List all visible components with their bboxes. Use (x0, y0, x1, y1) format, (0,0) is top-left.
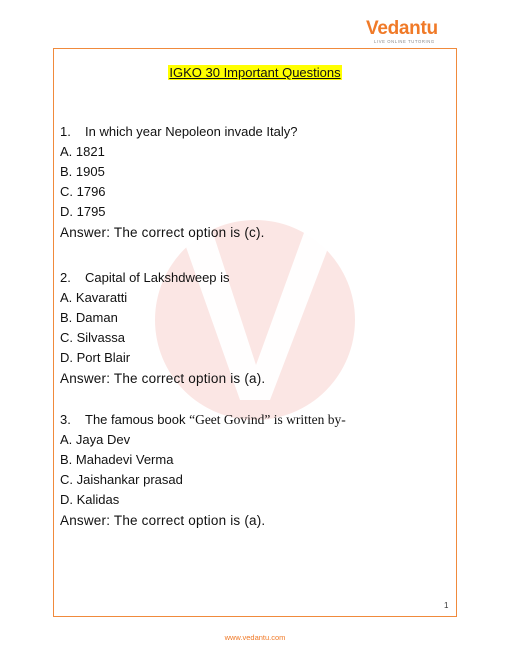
question-text: Capital of Lakshdweep is (85, 270, 230, 285)
question-1 (60, 122, 297, 142)
option-a: A. Jaya Dev (60, 432, 131, 447)
document-title-text: IGKO 30 Important Questions (169, 65, 341, 80)
option-d: D. Kalidas (60, 492, 120, 507)
option-b: B. 1905 (60, 164, 105, 179)
answer-2: Answer: The correct option is (a). (60, 371, 266, 386)
watermark-logo-icon (150, 170, 360, 440)
question-number: 3. (60, 412, 71, 427)
question-2 (60, 268, 230, 288)
logo-wordmark: Vedantu (366, 18, 438, 39)
option-b: B. Daman (60, 310, 118, 325)
logo-tagline: LIVE ONLINE TUTORING (374, 39, 435, 44)
option-c: C. Silvassa (60, 330, 126, 345)
question-number: 2. (60, 270, 71, 285)
question-text: In which year Nepoleon invade Italy? (85, 124, 298, 139)
book-title-text: “Geet Govind” is written by- (189, 412, 346, 427)
page-number: 1 (444, 601, 449, 610)
option-a: A. Kavaratti (60, 290, 128, 305)
vedantu-logo (366, 18, 460, 46)
option-b: B. Mahadevi Verma (60, 452, 174, 467)
option-a: A. 1821 (60, 144, 105, 159)
option-c: C. 1796 (60, 184, 106, 199)
footer-url-link[interactable]: www.vedantu.com (224, 633, 286, 642)
option-d: D. 1795 (60, 204, 106, 219)
answer-1: Answer: The correct option is (c). (60, 225, 265, 240)
option-d: D. Port Blair (60, 350, 131, 365)
option-c: C. Jaishankar prasad (60, 472, 183, 487)
question-3 (60, 410, 346, 430)
question-text: The famous book (85, 412, 186, 427)
document-title (0, 65, 510, 80)
answer-3: Answer: The correct option is (a). (60, 513, 266, 528)
question-number: 1. (60, 124, 71, 139)
